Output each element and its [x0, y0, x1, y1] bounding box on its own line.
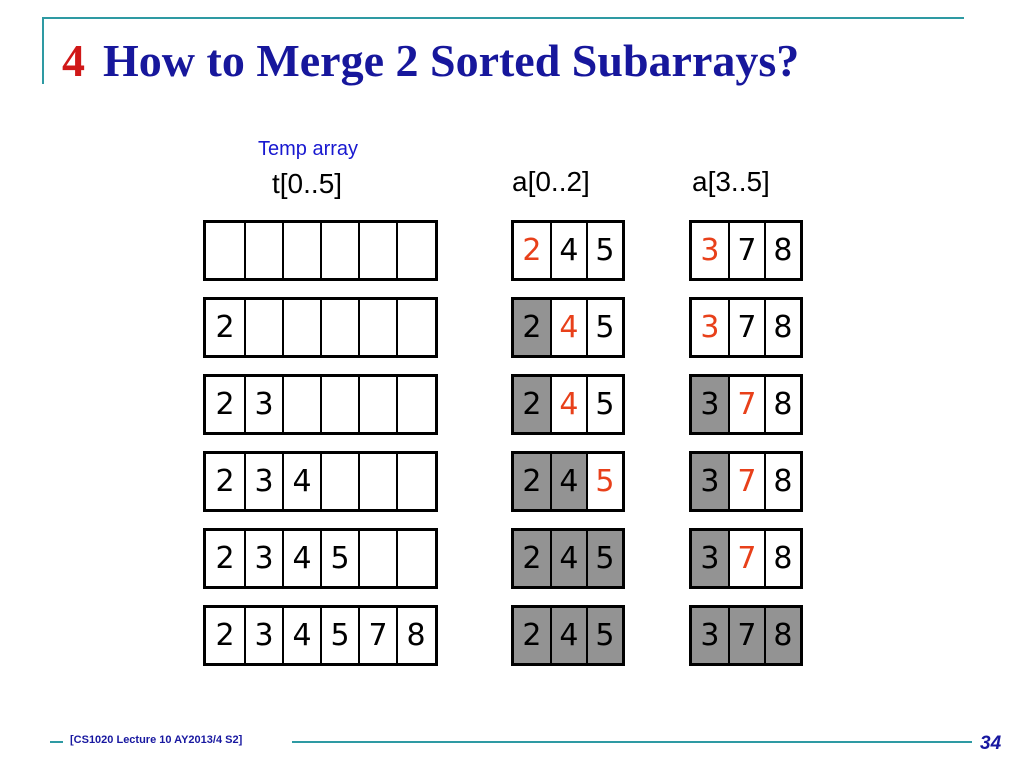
temp-array-cell: [358, 377, 396, 432]
left-subarray-step-3: [511, 374, 625, 435]
temp-array-cell: 3: [244, 454, 282, 509]
temp-array-cell: 3: [244, 377, 282, 432]
left-subarray-cell: 4: [550, 377, 586, 432]
right-subarray-cell: 3: [692, 377, 728, 432]
temp-array-cell: 3: [244, 531, 282, 586]
temp-array-step-5: [203, 528, 438, 589]
right-subarray-cell: 8: [764, 300, 800, 355]
temp-array-cell: [206, 223, 244, 278]
left-subarray-cell: 5: [586, 377, 622, 432]
temp-array-cell: 2: [215, 387, 235, 422]
right-subarray-cell: 3: [700, 233, 720, 268]
temp-array-step-2: [203, 297, 438, 358]
left-subarray-cell: 4: [550, 300, 586, 355]
left-subarray-cell: 5: [586, 223, 622, 278]
t-array-label: t[0..5]: [272, 168, 343, 199]
temp-array-cell: [320, 223, 358, 278]
frame-left-line: [42, 17, 44, 84]
left-subarray-step-4: [511, 451, 625, 512]
left-subarray-step-6: [511, 605, 625, 666]
right-subarray-cell: 8: [764, 377, 800, 432]
right-subarray-cell: 7: [728, 608, 764, 663]
temp-array-cell: [282, 300, 320, 355]
temp-array-cell: [244, 223, 282, 278]
right-subarray-cell: 3: [692, 608, 728, 663]
right-subarray-step-2: [689, 297, 803, 358]
temp-array-cell: [358, 454, 396, 509]
page-number: 34: [980, 733, 1002, 754]
temp-array-cell: [358, 223, 396, 278]
right-subarray-step-5: [689, 528, 803, 589]
left-subarray-cell: 2: [514, 454, 550, 509]
footer-line-left: [50, 741, 63, 743]
temp-array-cell: [320, 454, 358, 509]
temp-array-cell: 2: [215, 310, 235, 345]
temp-array-cell: 3: [244, 608, 282, 663]
footer-course-label: [CS1020 Lecture 10 AY2013/4 S2]: [70, 734, 243, 746]
temp-array-cell: [396, 454, 434, 509]
right-subarray-cell: 7: [728, 454, 764, 509]
temp-array-cell: 5: [320, 531, 358, 586]
right-subarray-step-1: [689, 220, 803, 281]
temp-array-step-4: [203, 451, 438, 512]
temp-array-label: Temp array: [258, 138, 359, 160]
left-subarray-step-1: [511, 220, 625, 281]
temp-array-cell: 4: [282, 608, 320, 663]
temp-array-step-3: [203, 374, 438, 435]
right-subarray-cell: 8: [764, 454, 800, 509]
right-subarray-cell: 3: [692, 531, 728, 586]
temp-array-cell: [396, 377, 434, 432]
left-subarray-cell: 5: [586, 454, 622, 509]
right-subarray-cell: 3: [692, 454, 728, 509]
temp-array-step-6: [203, 605, 438, 666]
temp-array-cell: [396, 223, 434, 278]
temp-array-cell: [320, 377, 358, 432]
temp-array-cell: [282, 377, 320, 432]
left-subarray-cell: 2: [514, 300, 550, 355]
temp-array-cell: 2: [215, 464, 235, 499]
temp-array-cell: [358, 300, 396, 355]
left-subarray-cell: 5: [586, 300, 622, 355]
left-subarray-cell: 5: [586, 608, 622, 663]
slide-title-text: How to Merge 2 Sorted Subarrays?: [103, 35, 800, 86]
left-subarray-label: a[0..2]: [512, 166, 590, 197]
left-subarray-cell: 4: [550, 454, 586, 509]
left-subarray-cell: 4: [550, 223, 586, 278]
temp-array-cell: [396, 531, 434, 586]
right-subarray-step-6: [689, 605, 803, 666]
left-subarray-step-2: [511, 297, 625, 358]
right-subarray-cell: 8: [764, 608, 800, 663]
right-subarray-step-3: [689, 374, 803, 435]
temp-array-step-1: [203, 220, 438, 281]
temp-array-cell: 8: [396, 608, 434, 663]
temp-array-cell: [320, 300, 358, 355]
left-subarray-cell: 2: [514, 531, 550, 586]
slide-title: [62, 35, 800, 86]
temp-array-cell: 2: [215, 618, 235, 653]
left-subarray-cell: 2: [522, 233, 542, 268]
right-subarray-cell: 7: [728, 300, 764, 355]
right-subarray-step-4: [689, 451, 803, 512]
right-subarray-cell: 8: [764, 531, 800, 586]
left-subarray-cell: 2: [514, 608, 550, 663]
temp-array-cell: 2: [215, 541, 235, 576]
right-subarray-label: a[3..5]: [692, 166, 770, 197]
footer-line-right: [292, 741, 972, 743]
left-subarray-step-5: [511, 528, 625, 589]
left-subarray-cell: 4: [550, 608, 586, 663]
temp-array-cell: [244, 300, 282, 355]
left-subarray-cell: 4: [550, 531, 586, 586]
temp-array-cell: [358, 531, 396, 586]
right-subarray-cell: 8: [764, 223, 800, 278]
right-subarray-cell: 7: [728, 223, 764, 278]
temp-array-cell: [396, 300, 434, 355]
temp-array-cell: 4: [282, 454, 320, 509]
right-subarray-cell: 7: [728, 377, 764, 432]
left-subarray-cell: 2: [514, 377, 550, 432]
temp-array-cell: 7: [358, 608, 396, 663]
temp-array-cell: 4: [282, 531, 320, 586]
temp-array-cell: 5: [320, 608, 358, 663]
right-subarray-cell: 3: [700, 310, 720, 345]
left-subarray-cell: 5: [586, 531, 622, 586]
slide-title-number: 4: [62, 35, 85, 86]
temp-array-cell: [282, 223, 320, 278]
frame-top-line: [42, 17, 964, 19]
right-subarray-cell: 7: [728, 531, 764, 586]
